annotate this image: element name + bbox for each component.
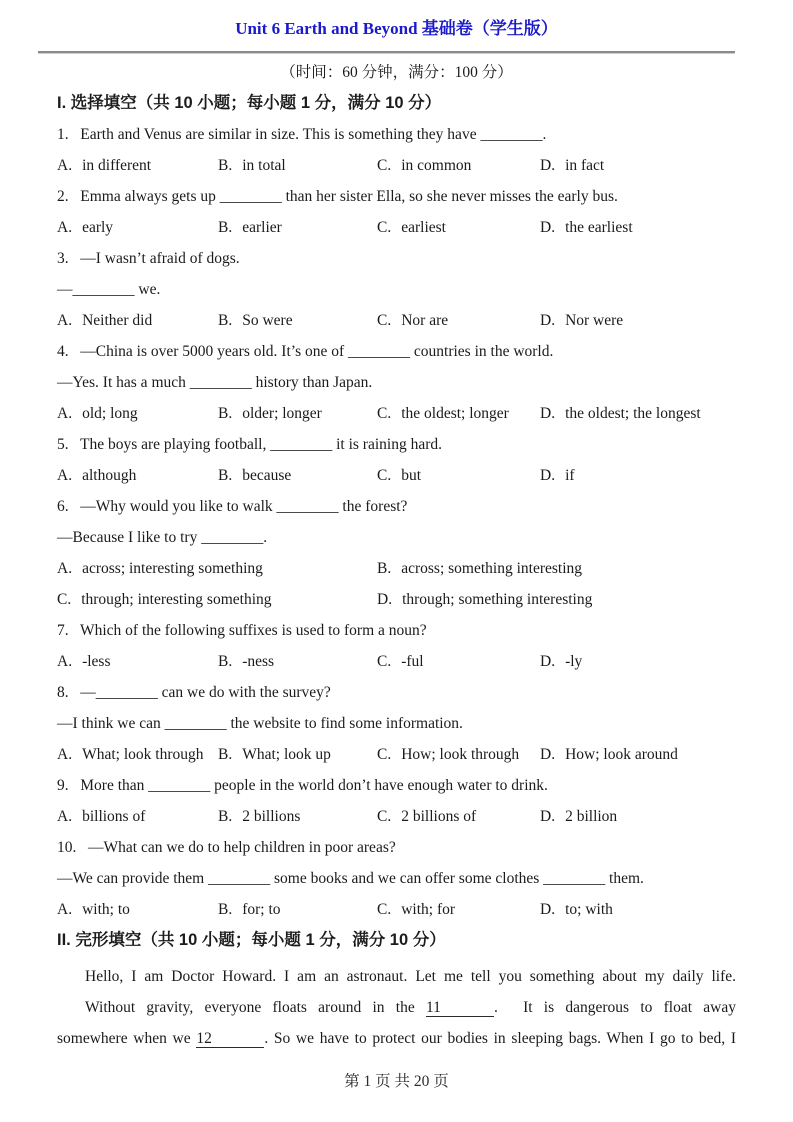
section2-heading: II. 完形填空（共 10 小题；每小题 1 分，满分 10 分） [57, 931, 446, 949]
options-row [57, 801, 736, 832]
option-a: A. -less [57, 653, 111, 670]
option-d: D. How; look around [540, 746, 678, 763]
cloze-line-1 [57, 992, 736, 1023]
question-stem: 10. —What can we do to help children in poor areas? [57, 839, 396, 856]
options-row [57, 894, 736, 925]
question-stem: 8. —________ can we do with the survey? [57, 684, 331, 701]
cloze-blank-11: 11 [426, 999, 494, 1017]
option-b: B. for; to [218, 901, 281, 918]
question-stem: 4. —China is over 5000 years old. It’s one of ________ countries in the world. [57, 343, 554, 360]
option-a: A. in different [57, 157, 152, 174]
option-d: D. -ly [540, 653, 583, 670]
option-c: C. Nor are [377, 312, 449, 329]
option-c: C. -ful [377, 653, 424, 670]
option-d: D. in fact [540, 157, 605, 174]
exam-info: （时间：60 分钟，满分：100 分） [280, 64, 513, 81]
option-b: B. across; something interesting [377, 560, 583, 577]
option-c: C. the oldest; longer [377, 405, 509, 422]
question-stem: 5. The boys are playing football, ________ it is raining hard. [57, 436, 442, 453]
options-row [57, 305, 736, 336]
option-c: C. How; look through [377, 746, 520, 763]
question-stem-line2: —Yes. It has a much ________ history than Japan. [57, 374, 373, 391]
options-row [57, 398, 736, 429]
question-stem-line2: —Because I like to try ________. [57, 529, 268, 546]
option-b: B. because [218, 467, 292, 484]
option-c: C. but [377, 467, 422, 484]
option-d: D. 2 billion [540, 808, 618, 825]
question-stem-line2: —I think we can ________ the website to find some information. [57, 715, 463, 732]
options-row [57, 212, 736, 243]
section1-heading: I. 选择填空（共 10 小题；每小题 1 分，满分 10 分） [57, 94, 442, 112]
option-c: C. in common [377, 157, 472, 174]
page-title: Unit 6 Earth and Beyond 基础卷（学生版） [235, 19, 558, 38]
title-divider [38, 51, 735, 54]
option-b: B. So were [218, 312, 293, 329]
option-b: B. 2 billions [218, 808, 301, 825]
option-b: B. -ness [218, 653, 275, 670]
question-stem: 3. —I wasn’t afraid of dogs. [57, 250, 240, 267]
page-number-footer: 第 1 页 共 20 页 [344, 1073, 449, 1090]
option-a: A. old; long [57, 405, 138, 422]
option-a: A. with; to [57, 901, 130, 918]
option-a: A. Neither did [57, 312, 153, 329]
options-row [57, 584, 736, 615]
options-row [57, 460, 736, 491]
cloze-intro: Hello, I am Doctor Howard. I am an astronaut. Let me tell you something about my daily life. [85, 968, 736, 985]
cloze-text: . So we have to protect our bodies in sleeping bags. When I go to bed, I [264, 1030, 736, 1047]
option-a: A. early [57, 219, 114, 236]
question-stem-line2: —________ we. [57, 281, 161, 298]
cloze-line-2 [57, 1023, 736, 1054]
option-a: A. What; look through [57, 746, 204, 763]
option-a: A. although [57, 467, 137, 484]
options-row [57, 553, 736, 584]
question-stem: 2. Emma always gets up ________ than her sister Ella, so she never misses the early bus. [57, 188, 618, 205]
cloze-text: . [493, 999, 498, 1016]
option-d: D. through; something interesting [377, 591, 593, 608]
cloze-text: Without gravity, everyone floats around in the [85, 999, 415, 1016]
option-b: B. What; look up [218, 746, 331, 763]
cloze-blank-12: 12 [196, 1030, 264, 1048]
cloze-text: It is dangerous to float away [523, 999, 736, 1016]
question-stem: 6. —Why would you like to walk ________ the forest? [57, 498, 408, 515]
question-stem-line2: —We can provide them ________ some books and we can offer some clothes ________ them. [57, 870, 644, 887]
option-c: C. earliest [377, 219, 446, 236]
question-stem: 9. More than ________ people in the world don’t have enough water to drink. [57, 777, 548, 794]
option-a: A. across; interesting something [57, 560, 263, 577]
option-d: D. Nor were [540, 312, 624, 329]
option-c: C. with; for [377, 901, 456, 918]
option-d: D. to; with [540, 901, 613, 918]
cloze-text: somewhere when we [57, 1030, 191, 1047]
option-b: B. in total [218, 157, 286, 174]
options-row [57, 646, 736, 677]
option-d: D. the oldest; the longest [540, 405, 701, 422]
option-d: D. if [540, 467, 575, 484]
question-stem: 1. Earth and Venus are similar in size. This is something they have ________. [57, 126, 547, 143]
option-d: D. the earliest [540, 219, 633, 236]
options-row [57, 150, 736, 181]
option-b: B. older; longer [218, 405, 322, 422]
options-row [57, 739, 736, 770]
option-a: A. billions of [57, 808, 146, 825]
option-b: B. earlier [218, 219, 282, 236]
question-stem: 7. Which of the following suffixes is used to form a noun? [57, 622, 427, 639]
option-c: C. through; interesting something [57, 591, 272, 608]
option-c: C. 2 billions of [377, 808, 477, 825]
